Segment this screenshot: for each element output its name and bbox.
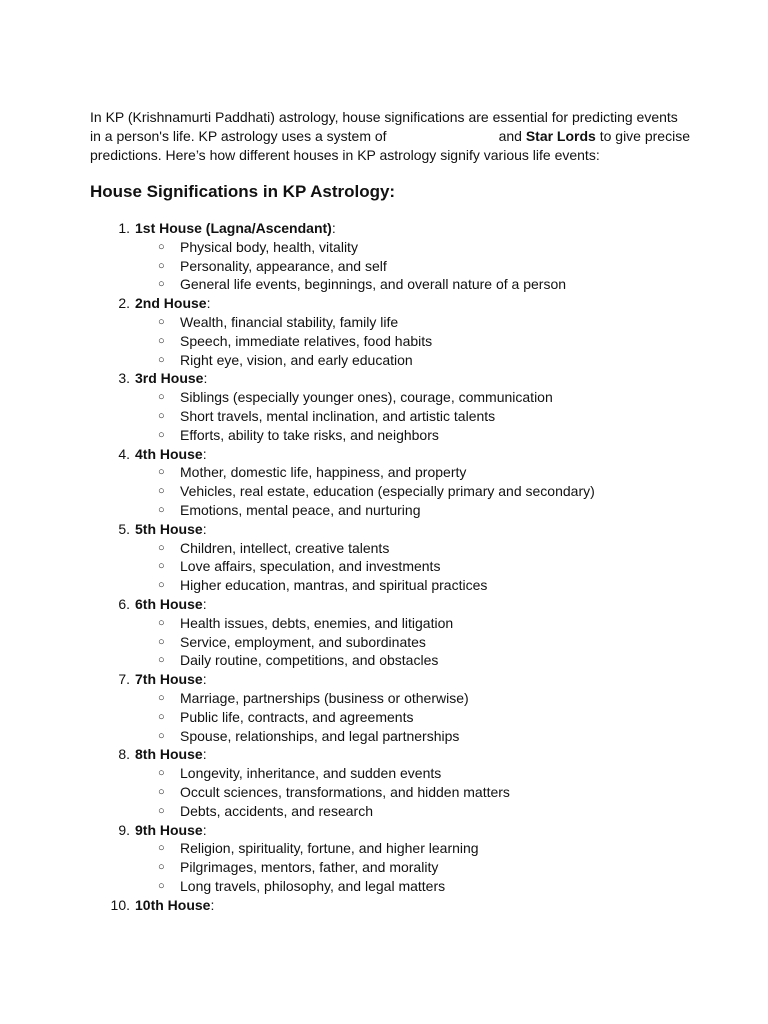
house-title-bold: 2nd House xyxy=(135,295,207,312)
signification-text: Occult sciences, transformations, and hidden matters xyxy=(180,783,510,800)
hollow-circle-bullet-icon: ○ xyxy=(158,635,165,648)
signification-text: Service, employment, and subordinates xyxy=(180,633,426,650)
house-header xyxy=(90,294,690,313)
signification-item xyxy=(90,839,690,858)
signification-item xyxy=(90,275,690,294)
hollow-circle-bullet-icon: ○ xyxy=(158,315,165,328)
signification-text: Pilgrimages, mentors, father, and morality xyxy=(180,859,439,876)
house-significations xyxy=(90,463,690,519)
signification-text: Siblings (especially younger ones), courage, communication xyxy=(180,389,553,406)
signification-item xyxy=(90,614,690,633)
hollow-circle-bullet-icon: ○ xyxy=(158,861,165,874)
hollow-circle-bullet-icon: ○ xyxy=(158,785,165,798)
house-number: 6. xyxy=(118,595,130,612)
intro-and-word: and xyxy=(498,128,522,144)
signification-text: Personality, appearance, and self xyxy=(180,257,387,274)
hollow-circle-bullet-icon: ○ xyxy=(158,579,165,592)
house-number: 3. xyxy=(118,370,130,387)
hollow-circle-bullet-icon: ○ xyxy=(158,616,165,629)
house-title-colon: : xyxy=(210,896,215,913)
signification-item xyxy=(90,783,690,802)
signification-item xyxy=(90,802,690,821)
signification-text: Spouse, relationships, and legal partnerships xyxy=(180,727,460,744)
signification-item xyxy=(90,708,690,727)
house-title xyxy=(135,821,207,840)
signification-item xyxy=(90,689,690,708)
house-item xyxy=(90,445,690,520)
house-title-bold: 3rd House xyxy=(135,370,204,387)
house-header xyxy=(90,821,690,840)
house-significations xyxy=(90,839,690,895)
house-number: 1. xyxy=(118,220,130,236)
house-item xyxy=(90,294,690,369)
house-title-bold: 10th House xyxy=(135,896,211,913)
hollow-circle-bullet-icon: ○ xyxy=(158,353,165,366)
signification-item xyxy=(90,332,690,351)
hollow-circle-bullet-icon: ○ xyxy=(158,503,165,516)
house-title-bold: 9th House xyxy=(135,821,203,838)
hollow-circle-bullet-icon: ○ xyxy=(158,391,165,404)
hollow-circle-bullet-icon: ○ xyxy=(158,334,165,347)
house-title-bold: 1st House (Lagna/Ascendant) xyxy=(135,220,332,236)
hollow-circle-bullet-icon: ○ xyxy=(158,654,165,667)
house-title-colon: : xyxy=(202,520,207,537)
hollow-circle-bullet-icon: ○ xyxy=(158,879,165,892)
signification-text: Efforts, ability to take risks, and neighbors xyxy=(180,426,439,443)
house-title xyxy=(135,595,207,614)
house-item xyxy=(90,369,690,444)
signification-text: Emotions, mental peace, and nurturing xyxy=(180,501,421,518)
signification-text: Religion, spirituality, fortune, and higher learning xyxy=(180,840,479,857)
hollow-circle-bullet-icon: ○ xyxy=(158,409,165,422)
signification-text: Debts, accidents, and research xyxy=(180,802,373,819)
signification-item xyxy=(90,576,690,595)
intro-paragraph xyxy=(90,108,690,165)
house-header xyxy=(90,445,690,464)
signification-text: Long travels, philosophy, and legal matters xyxy=(180,877,446,894)
signification-text: Health issues, debts, enemies, and litigation xyxy=(180,614,454,631)
signification-item xyxy=(90,764,690,783)
house-title xyxy=(135,294,210,313)
house-number: 5. xyxy=(118,520,130,537)
signification-item xyxy=(90,388,690,407)
house-significations xyxy=(90,614,690,670)
house-item xyxy=(90,821,690,896)
house-significations xyxy=(90,238,690,294)
house-header xyxy=(90,595,690,614)
signification-item xyxy=(90,463,690,482)
house-item xyxy=(90,595,690,670)
house-list xyxy=(90,219,690,914)
signification-item xyxy=(90,557,690,576)
house-item xyxy=(90,745,690,820)
house-title xyxy=(135,445,207,464)
signification-text: Physical body, health, vitality xyxy=(180,238,358,255)
hollow-circle-bullet-icon: ○ xyxy=(158,710,165,723)
hollow-circle-bullet-icon: ○ xyxy=(158,485,165,498)
signification-item xyxy=(90,238,690,257)
hollow-circle-bullet-icon: ○ xyxy=(158,259,165,272)
signification-text: Love affairs, speculation, and investments xyxy=(180,558,441,575)
hollow-circle-bullet-icon: ○ xyxy=(158,804,165,817)
hollow-circle-bullet-icon: ○ xyxy=(158,466,165,479)
signification-text: Higher education, mantras, and spiritual practices xyxy=(180,577,488,594)
house-item xyxy=(90,896,690,915)
house-number: 10. xyxy=(110,896,130,913)
hollow-circle-bullet-icon: ○ xyxy=(158,560,165,573)
house-number: 4. xyxy=(118,445,130,462)
signification-item xyxy=(90,539,690,558)
signification-item xyxy=(90,501,690,520)
house-header xyxy=(90,219,690,238)
intro-text-part2: to give precise predictions. Here’s how different houses in KP astrology signify various life events: xyxy=(90,128,690,163)
signification-text: Mother, domestic life, happiness, and property xyxy=(180,464,467,481)
hollow-circle-bullet-icon: ○ xyxy=(158,278,165,291)
house-significations xyxy=(90,689,690,745)
house-title-colon: : xyxy=(202,595,207,612)
hollow-circle-bullet-icon: ○ xyxy=(158,541,165,554)
house-title-colon: : xyxy=(202,445,207,462)
signification-item xyxy=(90,426,690,445)
signification-item xyxy=(90,727,690,746)
house-title-colon: : xyxy=(202,746,207,763)
house-item xyxy=(90,670,690,745)
house-title-colon: : xyxy=(206,295,211,312)
signification-text: Vehicles, real estate, education (especially primary and secondary) xyxy=(180,483,595,500)
hollow-circle-bullet-icon: ○ xyxy=(158,842,165,855)
house-significations xyxy=(90,388,690,444)
document-page xyxy=(90,108,690,913)
house-title-colon: : xyxy=(203,370,208,387)
house-title-colon: : xyxy=(331,220,336,236)
house-number: 2. xyxy=(118,295,130,312)
hollow-circle-bullet-icon: ○ xyxy=(158,240,165,253)
house-title-colon: : xyxy=(202,671,207,688)
house-header xyxy=(90,670,690,689)
signification-item xyxy=(90,351,690,370)
house-header xyxy=(90,369,690,388)
signification-text: Short travels, mental inclination, and artistic talents xyxy=(180,407,496,424)
house-title-bold: 8th House xyxy=(135,746,203,763)
house-significations xyxy=(90,764,690,820)
house-header xyxy=(90,520,690,539)
signification-item xyxy=(90,407,690,426)
house-header xyxy=(90,896,690,915)
house-significations xyxy=(90,313,690,369)
house-title-colon: : xyxy=(202,821,207,838)
hollow-circle-bullet-icon: ○ xyxy=(158,428,165,441)
intro-bold-term: Star Lords xyxy=(525,128,596,144)
signification-text: Speech, immediate relatives, food habits xyxy=(180,332,433,349)
hollow-circle-bullet-icon: ○ xyxy=(158,729,165,742)
signification-text: Right eye, vision, and early education xyxy=(180,351,413,368)
house-title-bold: 7th House xyxy=(135,671,203,688)
house-title-bold: 5th House xyxy=(135,520,203,537)
house-number: 9. xyxy=(118,821,130,838)
house-title-bold: 4th House xyxy=(135,445,203,462)
signification-item xyxy=(90,651,690,670)
house-title xyxy=(135,745,207,764)
house-title xyxy=(135,520,207,539)
signification-item xyxy=(90,313,690,332)
signification-item xyxy=(90,482,690,501)
house-item xyxy=(90,219,690,294)
house-title xyxy=(135,369,207,388)
house-item xyxy=(90,520,690,595)
signification-item xyxy=(90,633,690,652)
intro-text-part1: In KP (Krishnamurti Paddhati) astrology, house significations are essential for predicting events in a person's life. KP astrology uses a system of xyxy=(90,109,678,144)
house-significations xyxy=(90,539,690,595)
signification-text: General life events, beginnings, and overall nature of a person xyxy=(180,276,567,293)
house-title xyxy=(135,219,336,238)
signification-item xyxy=(90,257,690,276)
signification-item xyxy=(90,877,690,896)
house-header xyxy=(90,745,690,764)
signification-text: Wealth, financial stability, family life xyxy=(180,313,399,330)
signification-text: Children, intellect, creative talents xyxy=(180,539,390,556)
house-title xyxy=(135,670,207,689)
hollow-circle-bullet-icon: ○ xyxy=(158,767,165,780)
section-heading: House Significations in KP Astrology: xyxy=(90,182,396,201)
house-title-bold: 6th House xyxy=(135,595,203,612)
signification-text: Daily routine, competitions, and obstacles xyxy=(180,652,439,669)
house-number: 7. xyxy=(118,671,130,688)
signification-item xyxy=(90,858,690,877)
house-number: 8. xyxy=(118,746,130,763)
hollow-circle-bullet-icon: ○ xyxy=(158,691,165,704)
house-title xyxy=(135,896,214,915)
signification-text: Public life, contracts, and agreements xyxy=(180,708,414,725)
signification-text: Marriage, partnerships (business or otherwise) xyxy=(180,689,469,706)
signification-text: Longevity, inheritance, and sudden events xyxy=(180,765,442,782)
